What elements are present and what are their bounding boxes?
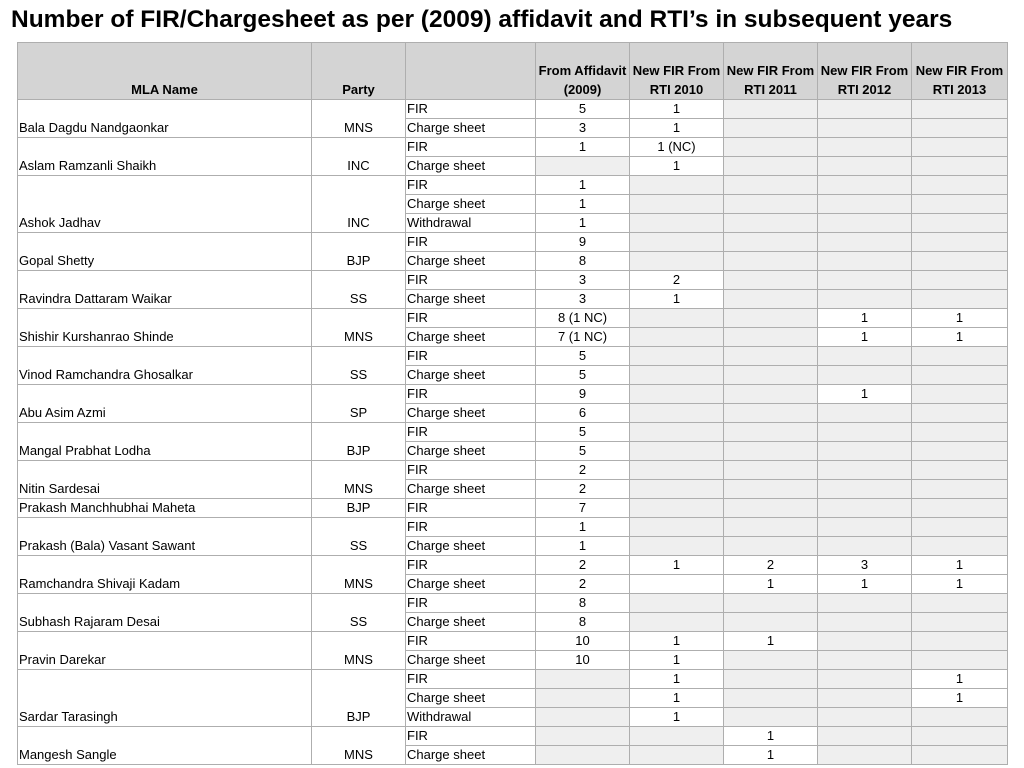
header-mla-name: MLA Name: [18, 43, 312, 100]
affidavit-2009-cell: 5: [536, 442, 630, 461]
rti-2010-cell: [630, 252, 724, 271]
table-row: [18, 423, 1008, 442]
rti-2010-cell: [630, 537, 724, 556]
rti-2012-cell: [818, 708, 912, 727]
rti-2012-cell: [818, 518, 912, 537]
rti-2013-cell: [912, 423, 1008, 442]
rti-2011-cell: [724, 366, 818, 385]
affidavit-2009-cell: 1: [536, 195, 630, 214]
affidavit-2009-cell: 8: [536, 613, 630, 632]
affidavit-2009-cell: [536, 746, 630, 765]
party-cell: MNS: [312, 461, 406, 499]
affidavit-2009-cell: [536, 689, 630, 708]
header-rti-2012: New FIR From RTI 2012: [818, 43, 912, 100]
rti-2010-cell: [630, 195, 724, 214]
record-type-cell: FIR: [406, 100, 536, 119]
rti-2011-cell: [724, 480, 818, 499]
rti-2010-cell: 1: [630, 556, 724, 575]
rti-2010-cell: [630, 233, 724, 252]
table-body: [18, 100, 1008, 765]
affidavit-2009-cell: 3: [536, 271, 630, 290]
table-row: [18, 670, 1008, 689]
rti-2011-cell: [724, 423, 818, 442]
mla-name-cell: Shishir Kurshanrao Shinde: [18, 309, 312, 347]
rti-2011-cell: [724, 442, 818, 461]
rti-2010-cell: [630, 727, 724, 746]
rti-2010-cell: [630, 480, 724, 499]
record-type-cell: Charge sheet: [406, 689, 536, 708]
table-row: [18, 233, 1008, 252]
table-row: [18, 632, 1008, 651]
rti-2013-cell: [912, 214, 1008, 233]
rti-2011-cell: [724, 119, 818, 138]
rti-2010-cell: 2: [630, 271, 724, 290]
rti-2011-cell: [724, 385, 818, 404]
rti-2011-cell: [724, 689, 818, 708]
rti-2010-cell: [630, 613, 724, 632]
rti-2010-cell: 1: [630, 157, 724, 176]
party-cell: MNS: [312, 727, 406, 765]
affidavit-2009-cell: 10: [536, 632, 630, 651]
affidavit-2009-cell: 8: [536, 252, 630, 271]
header-row: [18, 43, 1008, 100]
rti-2013-cell: [912, 176, 1008, 195]
table-row: [18, 594, 1008, 613]
rti-2011-cell: [724, 651, 818, 670]
rti-2013-cell: 1: [912, 556, 1008, 575]
header-rti-2010: New FIR From RTI 2010: [630, 43, 724, 100]
rti-2011-cell: [724, 157, 818, 176]
table-row: [18, 100, 1008, 119]
rti-2013-cell: [912, 461, 1008, 480]
record-type-cell: Withdrawal: [406, 708, 536, 727]
header-record-type: [406, 43, 536, 100]
rti-2012-cell: [818, 252, 912, 271]
record-type-cell: Charge sheet: [406, 575, 536, 594]
rti-2010-cell: [630, 385, 724, 404]
rti-2013-cell: [912, 727, 1008, 746]
rti-2010-cell: [630, 594, 724, 613]
rti-2013-cell: 1: [912, 575, 1008, 594]
table-row: [18, 309, 1008, 328]
rti-2012-cell: 1: [818, 575, 912, 594]
rti-2013-cell: [912, 290, 1008, 309]
rti-2010-cell: [630, 309, 724, 328]
record-type-cell: FIR: [406, 632, 536, 651]
affidavit-2009-cell: 1: [536, 214, 630, 233]
rti-2013-cell: [912, 594, 1008, 613]
affidavit-2009-cell: 5: [536, 100, 630, 119]
table-row: [18, 138, 1008, 157]
affidavit-2009-cell: 1: [536, 537, 630, 556]
rti-2012-cell: 1: [818, 328, 912, 347]
rti-2012-cell: [818, 632, 912, 651]
affidavit-2009-cell: 2: [536, 461, 630, 480]
record-type-cell: FIR: [406, 499, 536, 518]
rti-2012-cell: 1: [818, 385, 912, 404]
rti-2011-cell: 1: [724, 632, 818, 651]
rti-2013-cell: [912, 233, 1008, 252]
party-cell: BJP: [312, 499, 406, 518]
rti-2010-cell: [630, 328, 724, 347]
affidavit-2009-cell: 5: [536, 347, 630, 366]
mla-name-cell: Abu Asim Azmi: [18, 385, 312, 423]
rti-2011-cell: [724, 537, 818, 556]
record-type-cell: Charge sheet: [406, 157, 536, 176]
record-type-cell: FIR: [406, 385, 536, 404]
record-type-cell: FIR: [406, 461, 536, 480]
rti-2010-cell: 1: [630, 100, 724, 119]
rti-2012-cell: [818, 461, 912, 480]
rti-2010-cell: [630, 366, 724, 385]
rti-2013-cell: [912, 499, 1008, 518]
rti-2012-cell: [818, 480, 912, 499]
rti-2011-cell: [724, 271, 818, 290]
party-cell: SS: [312, 518, 406, 556]
mla-name-cell: Aslam Ramzanli Shaikh: [18, 138, 312, 176]
rti-2010-cell: [630, 461, 724, 480]
affidavit-2009-cell: 1: [536, 176, 630, 195]
rti-2011-cell: [724, 461, 818, 480]
affidavit-2009-cell: [536, 670, 630, 689]
table-row: [18, 499, 1008, 518]
mla-name-cell: Gopal Shetty: [18, 233, 312, 271]
rti-2010-cell: 1: [630, 689, 724, 708]
rti-2012-cell: [818, 746, 912, 765]
record-type-cell: FIR: [406, 176, 536, 195]
table-row: [18, 347, 1008, 366]
mla-name-cell: Pravin Darekar: [18, 632, 312, 670]
affidavit-2009-cell: 7: [536, 499, 630, 518]
record-type-cell: FIR: [406, 518, 536, 537]
rti-2012-cell: [818, 670, 912, 689]
rti-2013-cell: [912, 651, 1008, 670]
mla-name-cell: Mangal Prabhat Lodha: [18, 423, 312, 461]
table-row: [18, 556, 1008, 575]
record-type-cell: FIR: [406, 556, 536, 575]
rti-2012-cell: [818, 442, 912, 461]
record-type-cell: Charge sheet: [406, 537, 536, 556]
mla-name-cell: Ravindra Dattaram Waikar: [18, 271, 312, 309]
record-type-cell: FIR: [406, 670, 536, 689]
record-type-cell: Charge sheet: [406, 651, 536, 670]
rti-2012-cell: [818, 271, 912, 290]
mla-name-cell: Mangesh Sangle: [18, 727, 312, 765]
header-party: Party: [312, 43, 406, 100]
record-type-cell: Charge sheet: [406, 746, 536, 765]
rti-2011-cell: [724, 233, 818, 252]
rti-2013-cell: [912, 119, 1008, 138]
rti-2013-cell: [912, 195, 1008, 214]
rti-2011-cell: [724, 252, 818, 271]
rti-2012-cell: 3: [818, 556, 912, 575]
mla-name-cell: Ashok Jadhav: [18, 176, 312, 233]
rti-2011-cell: [724, 518, 818, 537]
affidavit-2009-cell: 9: [536, 385, 630, 404]
affidavit-2009-cell: 10: [536, 651, 630, 670]
rti-2012-cell: 1: [818, 309, 912, 328]
rti-2011-cell: [724, 290, 818, 309]
rti-2011-cell: [724, 309, 818, 328]
party-cell: SP: [312, 385, 406, 423]
table-row: [18, 518, 1008, 537]
rti-2010-cell: [630, 347, 724, 366]
rti-2013-cell: 1: [912, 670, 1008, 689]
rti-2013-cell: [912, 157, 1008, 176]
mla-name-cell: Prakash Manchhubhai Maheta: [18, 499, 312, 518]
table-row: [18, 176, 1008, 195]
record-type-cell: Withdrawal: [406, 214, 536, 233]
record-type-cell: Charge sheet: [406, 119, 536, 138]
table-row: [18, 271, 1008, 290]
rti-2010-cell: [630, 746, 724, 765]
record-type-cell: FIR: [406, 727, 536, 746]
record-type-cell: FIR: [406, 271, 536, 290]
affidavit-2009-cell: 5: [536, 423, 630, 442]
party-cell: MNS: [312, 632, 406, 670]
rti-2013-cell: [912, 385, 1008, 404]
rti-2013-cell: 1: [912, 328, 1008, 347]
affidavit-2009-cell: 7 (1 NC): [536, 328, 630, 347]
rti-2012-cell: [818, 537, 912, 556]
affidavit-2009-cell: 8: [536, 594, 630, 613]
rti-2011-cell: [724, 214, 818, 233]
affidavit-2009-cell: [536, 157, 630, 176]
party-cell: INC: [312, 176, 406, 233]
party-cell: SS: [312, 594, 406, 632]
record-type-cell: FIR: [406, 423, 536, 442]
affidavit-2009-cell: 6: [536, 404, 630, 423]
rti-2012-cell: [818, 195, 912, 214]
party-cell: BJP: [312, 233, 406, 271]
affidavit-2009-cell: 1: [536, 518, 630, 537]
rti-2010-cell: 1: [630, 119, 724, 138]
rti-2010-cell: 1: [630, 651, 724, 670]
record-type-cell: Charge sheet: [406, 290, 536, 309]
rti-2013-cell: [912, 518, 1008, 537]
mla-name-cell: Vinod Ramchandra Ghosalkar: [18, 347, 312, 385]
rti-2012-cell: [818, 689, 912, 708]
rti-2013-cell: [912, 100, 1008, 119]
mla-name-cell: Subhash Rajaram Desai: [18, 594, 312, 632]
rti-2010-cell: [630, 214, 724, 233]
rti-2013-cell: [912, 708, 1008, 727]
mla-name-cell: Nitin Sardesai: [18, 461, 312, 499]
rti-2012-cell: [818, 613, 912, 632]
rti-2013-cell: [912, 632, 1008, 651]
mla-name-cell: Ramchandra Shivaji Kadam: [18, 556, 312, 594]
rti-2011-cell: [724, 404, 818, 423]
record-type-cell: Charge sheet: [406, 613, 536, 632]
party-cell: MNS: [312, 556, 406, 594]
rti-2012-cell: [818, 727, 912, 746]
rti-2012-cell: [818, 423, 912, 442]
rti-2010-cell: [630, 404, 724, 423]
record-type-cell: Charge sheet: [406, 442, 536, 461]
rti-2013-cell: [912, 613, 1008, 632]
record-type-cell: FIR: [406, 309, 536, 328]
rti-2011-cell: 1: [724, 746, 818, 765]
rti-2011-cell: [724, 670, 818, 689]
rti-2012-cell: [818, 347, 912, 366]
rti-2010-cell: [630, 518, 724, 537]
rti-2013-cell: 1: [912, 689, 1008, 708]
affidavit-2009-cell: 8 (1 NC): [536, 309, 630, 328]
rti-2012-cell: [818, 290, 912, 309]
table-row: [18, 461, 1008, 480]
rti-2010-cell: 1: [630, 708, 724, 727]
rti-2011-cell: 2: [724, 556, 818, 575]
affidavit-2009-cell: [536, 708, 630, 727]
rti-2012-cell: [818, 138, 912, 157]
rti-2013-cell: [912, 366, 1008, 385]
rti-2010-cell: [630, 499, 724, 518]
record-type-cell: FIR: [406, 347, 536, 366]
rti-2011-cell: 1: [724, 575, 818, 594]
affidavit-2009-cell: 2: [536, 556, 630, 575]
rti-2011-cell: 1: [724, 727, 818, 746]
party-cell: MNS: [312, 100, 406, 138]
record-type-cell: Charge sheet: [406, 328, 536, 347]
rti-2011-cell: [724, 195, 818, 214]
affidavit-2009-cell: 2: [536, 480, 630, 499]
rti-2011-cell: [724, 176, 818, 195]
fir-chargesheet-table: [17, 42, 1008, 765]
party-cell: MNS: [312, 309, 406, 347]
mla-name-cell: Prakash (Bala) Vasant Sawant: [18, 518, 312, 556]
rti-2011-cell: [724, 708, 818, 727]
rti-2013-cell: 1: [912, 309, 1008, 328]
record-type-cell: Charge sheet: [406, 366, 536, 385]
rti-2012-cell: [818, 100, 912, 119]
party-cell: BJP: [312, 670, 406, 727]
rti-2013-cell: [912, 404, 1008, 423]
affidavit-2009-cell: [536, 727, 630, 746]
affidavit-2009-cell: 3: [536, 119, 630, 138]
rti-2011-cell: [724, 328, 818, 347]
rti-2013-cell: [912, 252, 1008, 271]
affidavit-2009-cell: 3: [536, 290, 630, 309]
affidavit-2009-cell: 5: [536, 366, 630, 385]
mla-name-cell: Sardar Tarasingh: [18, 670, 312, 727]
rti-2012-cell: [818, 214, 912, 233]
rti-2010-cell: [630, 176, 724, 195]
rti-2010-cell: 1: [630, 290, 724, 309]
rti-2010-cell: 1: [630, 670, 724, 689]
rti-2010-cell: 1 (NC): [630, 138, 724, 157]
table-row: [18, 727, 1008, 746]
rti-2013-cell: [912, 442, 1008, 461]
record-type-cell: Charge sheet: [406, 195, 536, 214]
header-affidavit-2009: From Affidavit (2009): [536, 43, 630, 100]
affidavit-2009-cell: 9: [536, 233, 630, 252]
rti-2010-cell: [630, 575, 724, 594]
record-type-cell: Charge sheet: [406, 404, 536, 423]
rti-2012-cell: [818, 499, 912, 518]
party-cell: INC: [312, 138, 406, 176]
record-type-cell: Charge sheet: [406, 480, 536, 499]
header-rti-2013: New FIR From RTI 2013: [912, 43, 1008, 100]
rti-2010-cell: [630, 442, 724, 461]
rti-2011-cell: [724, 499, 818, 518]
rti-2012-cell: [818, 119, 912, 138]
record-type-cell: FIR: [406, 594, 536, 613]
rti-2011-cell: [724, 100, 818, 119]
rti-2012-cell: [818, 366, 912, 385]
rti-2012-cell: [818, 404, 912, 423]
party-cell: SS: [312, 271, 406, 309]
mla-name-cell: Bala Dagdu Nandgaonkar: [18, 100, 312, 138]
affidavit-2009-cell: 1: [536, 138, 630, 157]
rti-2012-cell: [818, 651, 912, 670]
rti-2013-cell: [912, 537, 1008, 556]
rti-2010-cell: [630, 423, 724, 442]
rti-2011-cell: [724, 613, 818, 632]
rti-2013-cell: [912, 746, 1008, 765]
rti-2013-cell: [912, 480, 1008, 499]
record-type-cell: Charge sheet: [406, 252, 536, 271]
rti-2012-cell: [818, 157, 912, 176]
record-type-cell: FIR: [406, 233, 536, 252]
rti-2011-cell: [724, 138, 818, 157]
record-type-cell: FIR: [406, 138, 536, 157]
rti-2011-cell: [724, 347, 818, 366]
rti-2013-cell: [912, 138, 1008, 157]
rti-2013-cell: [912, 347, 1008, 366]
header-rti-2011: New FIR From RTI 2011: [724, 43, 818, 100]
rti-2012-cell: [818, 594, 912, 613]
rti-2011-cell: [724, 594, 818, 613]
rti-2010-cell: 1: [630, 632, 724, 651]
rti-2012-cell: [818, 233, 912, 252]
affidavit-2009-cell: 2: [536, 575, 630, 594]
rti-2012-cell: [818, 176, 912, 195]
party-cell: BJP: [312, 423, 406, 461]
party-cell: SS: [312, 347, 406, 385]
page-title: Number of FIR/Chargesheet as per (2009) affidavit and RTI’s in subsequent years: [11, 6, 953, 33]
table-row: [18, 385, 1008, 404]
rti-2013-cell: [912, 271, 1008, 290]
